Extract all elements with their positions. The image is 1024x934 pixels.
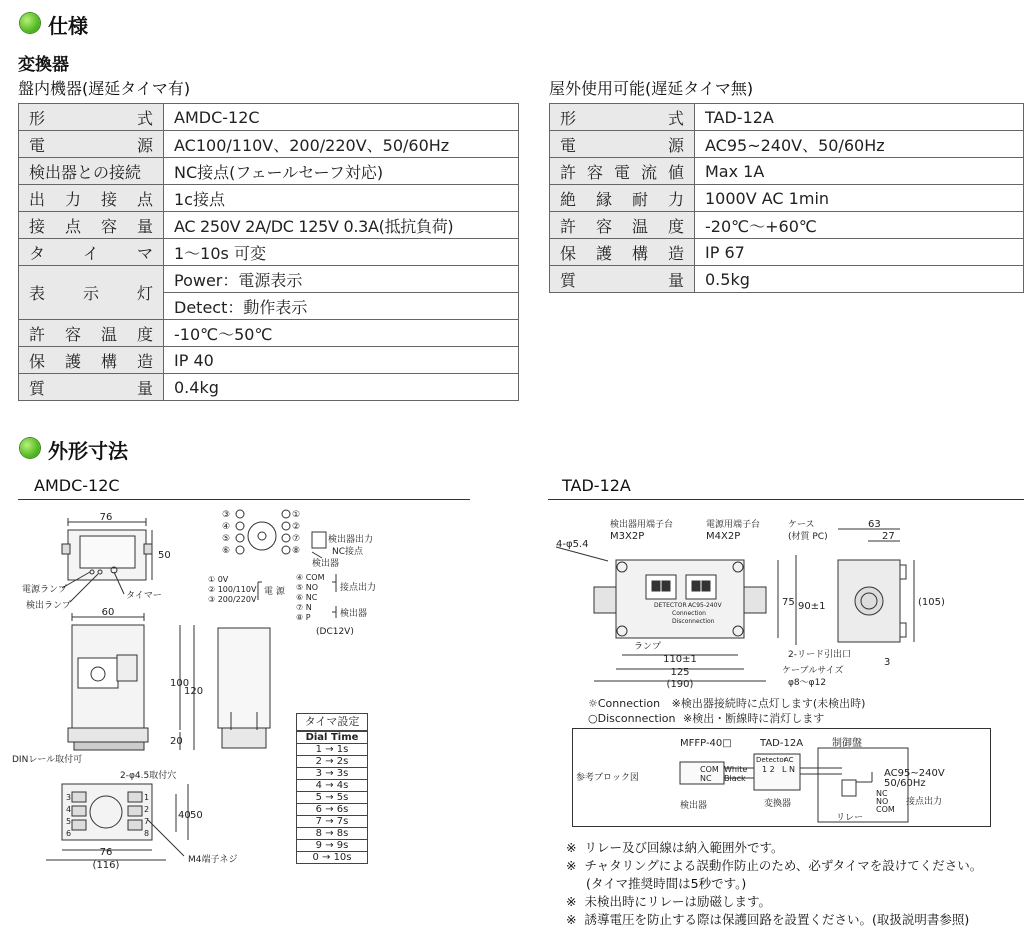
table-row [550, 266, 1024, 293]
table-row [297, 840, 368, 852]
com2-label: COM [876, 805, 895, 814]
note-mark: ※ [566, 912, 577, 927]
table-row [19, 212, 519, 239]
timer-table [296, 731, 368, 864]
table-row [19, 131, 519, 158]
lamp-off-icon: ○ [588, 712, 598, 725]
legend-item: ③ 200/220V [208, 595, 257, 604]
nc-contact-label: NC接点 [332, 547, 364, 557]
spec-value: Max 1A [695, 158, 1024, 185]
right-spec-caption: 屋外使用可能(遅延タイマ無) [549, 79, 754, 98]
table-row [297, 768, 368, 780]
note-mark: ※ [566, 840, 577, 855]
terminal-number: 6 [66, 829, 72, 838]
dim-50b: 50 [190, 810, 203, 821]
spec-value: IP 67 [695, 239, 1024, 266]
table-row [19, 185, 519, 212]
dim-27: 27 [882, 531, 895, 542]
disconnection-legend [588, 710, 824, 726]
pin-label: ⑥ [222, 546, 231, 556]
note-item [586, 874, 746, 892]
legend-item: ② 100/110V [208, 585, 257, 594]
connection-print: Connection [672, 610, 706, 617]
note-item [566, 892, 771, 910]
detector-terminal-label: Detector [756, 756, 787, 764]
legend-item: ⑤ NO [296, 583, 318, 592]
dim-110: 110±1 [663, 654, 697, 665]
timer-row: 9 → 9s [297, 840, 368, 852]
table-row [19, 347, 519, 374]
terminal-number: 2 [144, 805, 150, 814]
lead-out-label: 2-リード引出口 [788, 650, 851, 660]
pwr-terminal-spec: M4X2P [706, 531, 741, 542]
supply-label: AC95~240V [884, 768, 945, 779]
timer-label: タイマー [126, 591, 162, 601]
terminal-number: 1 [144, 793, 150, 802]
terminal-screw-label: M4端子ネジ [188, 855, 238, 865]
table-row [297, 780, 368, 792]
connection-label: Connection [597, 697, 661, 710]
spec-value: -20℃～+60℃ [695, 212, 1024, 239]
holes-label: 4-φ5.4 [556, 539, 589, 550]
dim-105: (105) [918, 597, 945, 608]
pin-label: ⑧ [292, 546, 301, 556]
timer-table-title: タイマ設定 [296, 713, 368, 731]
spec-key: 表示灯 [19, 266, 164, 320]
ln-label: L N [782, 765, 795, 774]
detect-lamp-label: 検出ランプ [26, 601, 72, 611]
control-panel-label: 制御盤 [832, 738, 862, 749]
case-label: ケース [788, 520, 815, 530]
converter-block-label: 変換器 [764, 799, 792, 809]
spec-value: 1～10s 可変 [164, 239, 519, 266]
case-material-label: (材質 PC) [788, 532, 828, 542]
spec-value: Detect：動作表示 [164, 293, 519, 320]
timer-row: 2 → 2s [297, 756, 368, 768]
timer-row: 8 → 8s [297, 828, 368, 840]
note-text: 未検出時にリレーは励磁します。 [584, 894, 771, 909]
note-mark: ※ [566, 894, 577, 909]
pin-label: ⑤ [222, 534, 231, 544]
dim-100: 100 [170, 678, 190, 689]
timer-row: 4 → 4s [297, 780, 368, 792]
spec-value: NC接点(フェールセーフ対応) [164, 158, 519, 185]
table-row [550, 104, 1024, 131]
spec-value: 0.5kg [695, 266, 1024, 293]
table-row [297, 828, 368, 840]
nc-label: NC [700, 774, 712, 783]
table-row [297, 744, 368, 756]
det-terminal-spec: M3X2P [610, 531, 645, 542]
spec-key: 保護構造 [550, 239, 695, 266]
detector-output-label: 検出器出力 [328, 535, 374, 545]
table-row [550, 185, 1024, 212]
ac-terminal-label: AC [784, 756, 794, 764]
disconnection-label: Disconnection [597, 712, 676, 725]
dim-116: (116) [92, 860, 120, 871]
timer-row: 3 → 3s [297, 768, 368, 780]
timer-row: 0 → 10s [297, 852, 368, 864]
spec-key: 保護構造 [19, 347, 164, 374]
terminal-number: 5 [66, 817, 72, 826]
terminal-number: 4 [66, 805, 72, 814]
spec-key: 出力接点 [19, 185, 164, 212]
dim-90: 90±1 [798, 601, 826, 612]
spec-value: 1000V AC 1min [695, 185, 1024, 212]
table-row [297, 792, 368, 804]
spec-key: 絶縁耐力 [550, 185, 695, 212]
terminal-number: 3 [66, 793, 72, 802]
table-row [550, 158, 1024, 185]
dim-50: 50 [158, 550, 171, 561]
block-caption: 参考ブロック図 [576, 773, 639, 783]
note-item [566, 910, 969, 928]
disconnection-note: ※検出・断線時に消灯します [682, 712, 825, 725]
spec-key: 許容温度 [550, 212, 695, 239]
dc12v-label: (DC12V) [316, 627, 354, 637]
table-row [19, 266, 519, 293]
pin-label: ③ [222, 510, 231, 520]
timer-row: 5 → 5s [297, 792, 368, 804]
table-row [19, 239, 519, 266]
relay-label: リレー [836, 813, 864, 823]
timer-row: 1 → 1s [297, 744, 368, 756]
black-wire-label: Black [724, 774, 746, 783]
dim-63: 63 [868, 519, 881, 530]
note-text: 誘導電圧を防止する際は保護回路を設置ください。(取扱説明書参照) [584, 912, 970, 927]
detector-pins-label: 1 2 [762, 765, 775, 774]
dim-60: 60 [101, 607, 115, 618]
spec-value: AC95~240V、50/60Hz [695, 131, 1024, 158]
mount-holes-label: 2-φ4.5取付穴 [120, 771, 177, 781]
table-row [297, 804, 368, 816]
legend-item: ④ COM [296, 573, 325, 582]
spec-key: 許容温度 [19, 320, 164, 347]
lamp-on-icon: ☼ [588, 697, 598, 710]
tad-dimension-drawing [548, 505, 1024, 725]
legend-item: ⑥ NC [296, 593, 318, 602]
contact-output-block-label: 接点出力 [906, 797, 943, 807]
power-label: 電 源 [264, 587, 285, 597]
cable-size-label: ケーブルサイズ [782, 666, 844, 676]
no-label: NO [876, 797, 889, 806]
legend-item: ⑧ P [296, 613, 311, 622]
spec-key: 電源 [19, 131, 164, 158]
spec-key: 許容電流値 [550, 158, 695, 185]
left-spec-table [18, 103, 519, 401]
terminal-number: 7 [144, 817, 150, 826]
detector-label-2: 検出器 [340, 609, 368, 619]
timer-row: 6 → 6s [297, 804, 368, 816]
freq-label: 50/60Hz [884, 778, 926, 789]
terminal-number: 8 [144, 829, 150, 838]
dim-125: 125 [670, 667, 690, 678]
dim-190: (190) [666, 679, 694, 690]
spec-key: タイマ [19, 239, 164, 266]
table-row [19, 320, 519, 347]
spec-value: 1c接点 [164, 185, 519, 212]
legend-item: ① 0V [208, 575, 229, 584]
note-mark: ※ [566, 858, 577, 873]
cable-range-label: φ8～φ12 [788, 678, 827, 688]
right-spec-table [549, 103, 1024, 293]
spec-value: AC 250V 2A/DC 125V 0.3A(抵抗負荷) [164, 212, 519, 239]
table-row [297, 756, 368, 768]
dim-120: 120 [184, 686, 204, 697]
note-text: チャタリングによる誤動作防止のため、必ずタイマを設けてください。 [584, 858, 983, 873]
table-row [19, 104, 519, 131]
dimension-section-title: 外形寸法 [48, 439, 128, 463]
power-lamp-label: 電源ランプ [22, 585, 68, 595]
note-text: リレー及び回線は納入範囲外です。 [584, 840, 784, 855]
pin-socket [248, 522, 276, 550]
dim-3: 3 [884, 657, 891, 668]
spec-value: 0.4kg [164, 374, 519, 401]
spec-section-title: 仕様 [48, 14, 88, 38]
disconnection-print: Disconnection [672, 618, 715, 625]
detector-block-label: 検出器 [680, 801, 708, 811]
spec-key: 質量 [550, 266, 695, 293]
dim-40: 40 [178, 810, 191, 821]
lamp-label: ランプ [634, 642, 662, 652]
note-text: (タイマ推奨時間は5秒です。) [586, 876, 747, 891]
spec-key: 質量 [19, 374, 164, 401]
spec-key: 電源 [550, 131, 695, 158]
detector-print: DETECTOR [654, 602, 687, 609]
spec-value: AC100/110V、200/220V、50/60Hz [164, 131, 519, 158]
spec-value: -10℃～50℃ [164, 320, 519, 347]
com-label: COM [700, 765, 719, 774]
section-bullet-icon [20, 13, 40, 33]
table-row [297, 732, 368, 744]
spec-value: IP 40 [164, 347, 519, 374]
connection-note: ※検出器接続時に点灯します(未検出時) [671, 697, 866, 710]
contact-output-label: 接点出力 [340, 583, 377, 593]
pin-label: ② [292, 522, 301, 532]
dim-76b: 76 [99, 847, 113, 858]
ac-print: AC95-240V [688, 602, 722, 609]
section-bullet-icon [20, 438, 40, 458]
table-row [19, 158, 519, 185]
timer-row: 7 → 7s [297, 816, 368, 828]
dim-75: 75 [782, 597, 795, 608]
tad-label: TAD-12A [562, 476, 631, 495]
block-diagram [572, 728, 992, 828]
pin-label: ⑦ [292, 534, 301, 544]
amdc-label: AMDC-12C [34, 476, 120, 495]
note-item [566, 856, 982, 874]
pwr-terminal-label: 電源用端子台 [706, 520, 761, 530]
nc2-label: NC [876, 789, 888, 798]
spec-key: 接点容量 [19, 212, 164, 239]
legend-item: ⑦ N [296, 603, 312, 612]
tad-divider [548, 499, 1024, 500]
pin-label: ① [292, 510, 301, 520]
table-row [550, 212, 1024, 239]
table-row [297, 816, 368, 828]
amdc-side-body [218, 628, 270, 728]
tad-block-label: TAD-12A [760, 738, 804, 749]
spec-value: TAD-12A [695, 104, 1024, 131]
spec-value: Power：電源表示 [164, 266, 519, 293]
spec-key: 検出器との接続 [19, 158, 164, 185]
connection-legend [588, 695, 865, 711]
note-item [566, 838, 783, 856]
timer-header: Dial Time [297, 732, 368, 744]
detector-label: 検出器 [312, 559, 340, 569]
spec-value: AMDC-12C [164, 104, 519, 131]
table-row [297, 852, 368, 864]
amdc-dimension-drawing [0, 500, 470, 900]
dim-20: 20 [170, 736, 183, 747]
spec-key: 形式 [550, 104, 695, 131]
converter-heading: 変換器 [18, 55, 69, 75]
table-row [550, 131, 1024, 158]
spec-key: 形式 [19, 104, 164, 131]
tad-body [616, 560, 744, 638]
left-spec-caption: 盤内機器(遅延タイマ有) [18, 79, 191, 98]
mffp-label: MFFP-40□ [680, 738, 732, 749]
det-terminal-label: 検出器用端子台 [610, 520, 674, 530]
dim-76: 76 [99, 512, 113, 523]
pin-label: ④ [222, 522, 231, 532]
white-wire-label: White [724, 765, 748, 774]
table-row [19, 374, 519, 401]
table-row [550, 239, 1024, 266]
din-rail-label: DINレール取付可 [12, 755, 83, 765]
